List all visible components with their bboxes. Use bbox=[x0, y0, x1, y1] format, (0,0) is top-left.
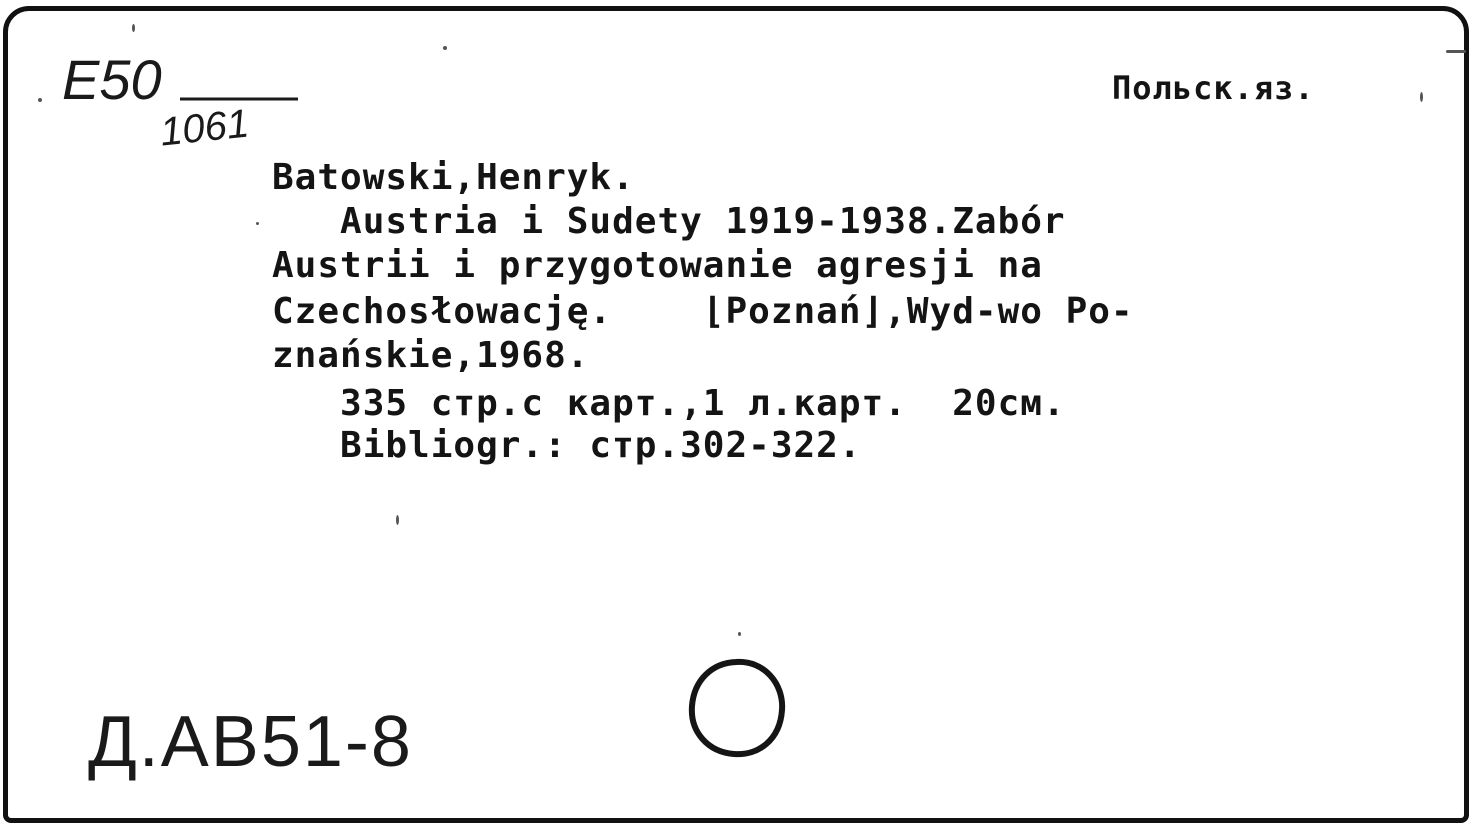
title-line: Czechosłowację. ⌊Poznań⌋,Wyd-wo Po- bbox=[272, 291, 1134, 332]
scan-speck bbox=[38, 98, 42, 102]
author-heading: Batowski,Henryk. bbox=[272, 157, 635, 198]
scan-speck bbox=[1420, 92, 1423, 102]
title-line: Austrii i przygotowanie agresji na bbox=[272, 245, 1043, 286]
title-line: Austria i Sudety 1919-1938.Zabór bbox=[272, 201, 1066, 242]
scan-speck bbox=[738, 632, 741, 636]
handwritten-call-number: Д.АВ51-8 bbox=[88, 702, 413, 782]
handwritten-class-bottom: 1061 bbox=[157, 101, 252, 155]
handwritten-class-top: E50 bbox=[62, 48, 162, 111]
scan-speck bbox=[396, 515, 399, 525]
scan-speck bbox=[443, 46, 447, 50]
language-label: Польск.яз. bbox=[1112, 69, 1315, 107]
scan-speck bbox=[1446, 50, 1466, 53]
scan-speck bbox=[256, 222, 259, 225]
bibliography-note: Bibliogr.: стр.302-322. bbox=[272, 425, 862, 466]
filing-hole-icon bbox=[680, 650, 792, 766]
physical-description: 335 стр.с карт.,1 л.карт. 20см. bbox=[272, 383, 1066, 424]
title-line: znańskie,1968. bbox=[272, 335, 590, 376]
scan-speck bbox=[132, 24, 135, 32]
